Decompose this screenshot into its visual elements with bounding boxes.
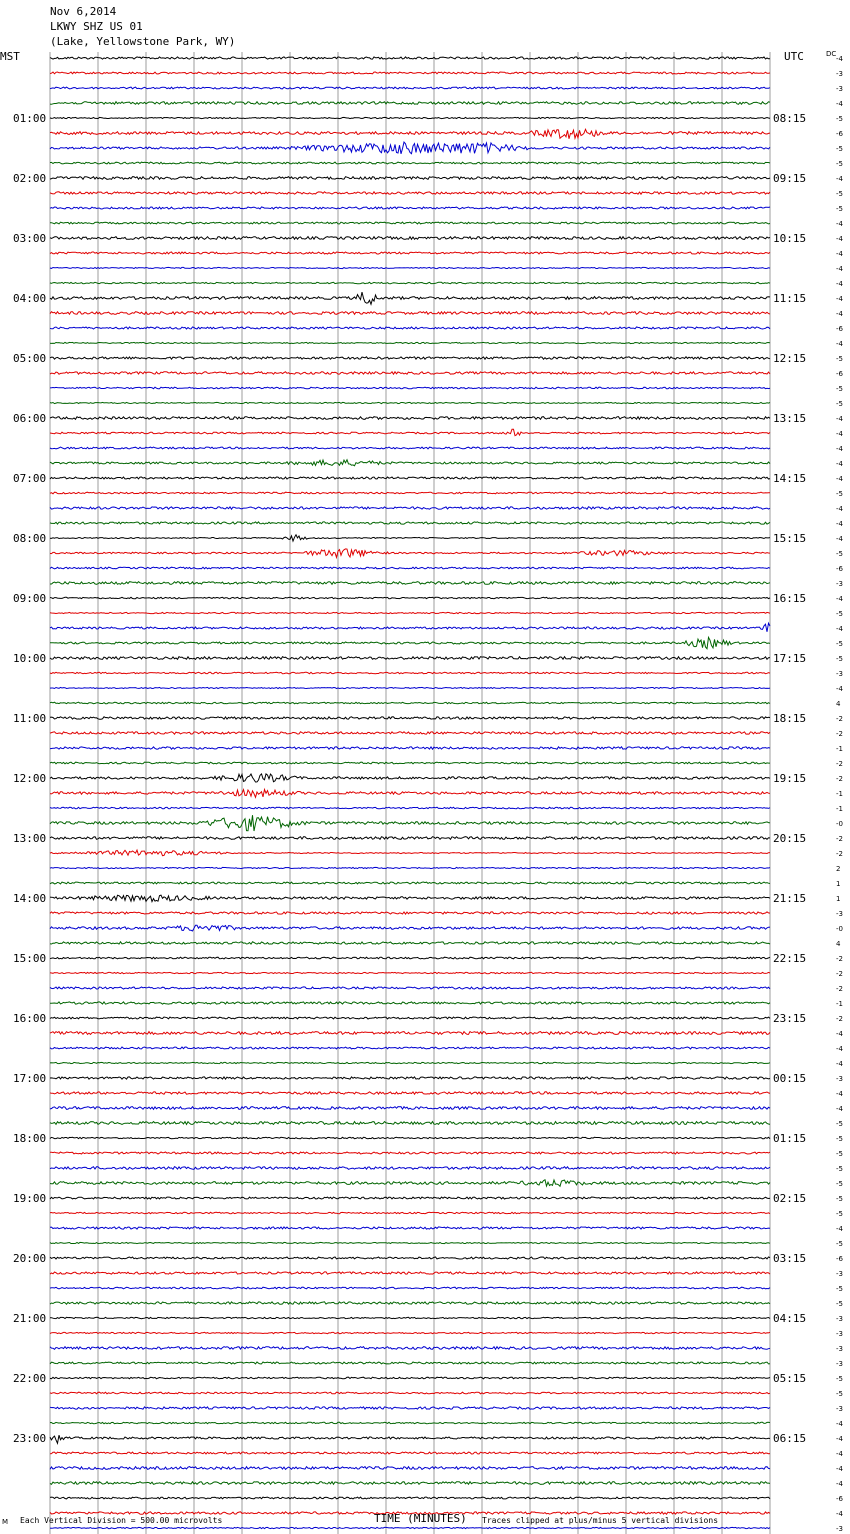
dc-offset-label: -5 xyxy=(836,655,843,663)
utc-hour-label: 10:15 xyxy=(773,232,807,245)
utc-hour-label: 00:15 xyxy=(773,1072,807,1085)
dc-offset-label: -4 xyxy=(836,595,843,603)
dc-offset-label: -2 xyxy=(836,760,843,768)
seismic-trace xyxy=(50,1527,770,1528)
seismic-trace xyxy=(50,1227,770,1229)
seismic-trace xyxy=(50,72,770,74)
dc-offset-label: -4 xyxy=(836,685,843,693)
utc-hour-label: 08:15 xyxy=(773,112,807,125)
seismic-trace xyxy=(50,717,770,719)
dc-offset-label: -4 xyxy=(836,520,843,528)
seismic-trace xyxy=(50,1180,770,1187)
dc-offset-label: -5 xyxy=(836,610,843,618)
mst-hour-label: 17:00 xyxy=(13,1072,47,1085)
dc-offset-label: -4 xyxy=(836,505,843,513)
seismic-trace xyxy=(50,612,770,613)
dc-offset-label: -5 xyxy=(836,1210,843,1218)
seismic-trace xyxy=(50,207,770,209)
seismic-trace xyxy=(50,732,770,734)
mst-hour-label: 15:00 xyxy=(13,952,47,965)
dc-offset-label: -6 xyxy=(836,565,843,573)
seismic-trace xyxy=(50,162,770,164)
seismic-trace xyxy=(50,1242,770,1243)
dc-offset-label: 4 xyxy=(836,940,841,948)
label-group xyxy=(13,55,844,1534)
seismic-trace xyxy=(50,1212,770,1213)
utc-hour-label: 04:15 xyxy=(773,1312,807,1325)
dc-offset-label: -5 xyxy=(836,145,843,153)
seismic-trace xyxy=(50,1197,770,1199)
seismic-trace xyxy=(50,1362,770,1364)
dc-offset-label: -4 xyxy=(836,460,843,468)
utc-hour-label: 11:15 xyxy=(773,292,807,305)
seismic-trace xyxy=(50,507,770,509)
seismic-trace xyxy=(50,657,770,660)
seismic-trace xyxy=(50,957,770,959)
dc-offset-label: -4 xyxy=(836,250,843,258)
mst-hour-label: 01:00 xyxy=(13,112,47,125)
seismic-trace xyxy=(50,1497,770,1499)
dc-offset-label: -4 xyxy=(836,55,843,63)
seismic-trace xyxy=(50,192,770,194)
seismic-trace xyxy=(50,57,770,59)
seismic-trace xyxy=(50,1407,770,1409)
mst-hour-label: 02:00 xyxy=(13,172,47,185)
seismic-trace xyxy=(50,1257,770,1259)
mst-hour-label: 13:00 xyxy=(13,832,47,845)
dc-offset-label: -6 xyxy=(836,1495,843,1503)
seismic-trace xyxy=(50,637,770,648)
seismic-trace xyxy=(50,1377,770,1379)
seismic-trace xyxy=(50,882,770,884)
seismic-trace xyxy=(50,1287,770,1289)
seismic-trace xyxy=(50,1482,770,1485)
dc-offset-label: -3 xyxy=(836,1270,843,1278)
seismic-trace xyxy=(50,312,770,315)
mst-hour-label: 07:00 xyxy=(13,472,47,485)
seismic-trace xyxy=(50,87,770,89)
dc-offset-label: -2 xyxy=(836,835,843,843)
dc-offset-label: -2 xyxy=(836,850,843,858)
seismic-trace xyxy=(50,292,770,304)
dc-offset-label: -4 xyxy=(836,1045,843,1053)
mst-hour-label: 22:00 xyxy=(13,1372,47,1385)
mst-hour-label: 16:00 xyxy=(13,1012,47,1025)
seismic-trace xyxy=(50,687,770,688)
utc-hour-label: 01:15 xyxy=(773,1132,807,1145)
dc-offset-label: -3 xyxy=(836,1345,843,1353)
utc-hour-label: 20:15 xyxy=(773,832,807,845)
seismic-trace xyxy=(50,850,770,856)
dc-offset-label: -2 xyxy=(836,775,843,783)
utc-hour-label: 22:15 xyxy=(773,952,807,965)
seismic-trace xyxy=(50,417,770,420)
seismic-trace xyxy=(50,522,770,524)
seismic-trace xyxy=(50,492,770,494)
dc-offset-label: -4 xyxy=(836,535,843,543)
dc-offset-label: -5 xyxy=(836,1195,843,1203)
footer-left-mark: M xyxy=(2,1518,9,1526)
dc-offset-label: -4 xyxy=(836,265,843,273)
seismic-trace xyxy=(50,672,770,673)
seismic-trace xyxy=(50,429,770,435)
seismic-trace xyxy=(50,582,770,585)
dc-offset-label: -4 xyxy=(836,430,843,438)
dc-offset-label: -1 xyxy=(836,1000,843,1008)
dc-offset-label: -6 xyxy=(836,1255,843,1263)
utc-hour-label: 17:15 xyxy=(773,652,807,665)
utc-hour-label: 23:15 xyxy=(773,1012,807,1025)
seismic-trace xyxy=(50,942,770,944)
dc-offset-label: -5 xyxy=(836,1375,843,1383)
dc-offset-label: -4 xyxy=(836,415,843,423)
dc-offset-label: -3 xyxy=(836,1405,843,1413)
dc-offset-label: -4 xyxy=(836,340,843,348)
utc-hour-label: 16:15 xyxy=(773,592,807,605)
dc-label: DC xyxy=(826,50,837,58)
seismic-trace xyxy=(50,1167,770,1170)
seismic-trace xyxy=(50,1392,770,1394)
dc-offset-label: -5 xyxy=(836,115,843,123)
dc-offset-label: -1 xyxy=(836,790,843,798)
seismic-trace xyxy=(50,237,770,240)
seismic-trace xyxy=(50,129,770,139)
mst-hour-label: 20:00 xyxy=(13,1252,47,1265)
dc-offset-label: -3 xyxy=(836,1360,843,1368)
mst-hour-label: 12:00 xyxy=(13,772,47,785)
dc-offset-label: -6 xyxy=(836,130,843,138)
seismic-trace xyxy=(50,1032,770,1035)
seismic-trace xyxy=(50,1347,770,1350)
mst-hour-label: 18:00 xyxy=(13,1132,47,1145)
dc-offset-label: -4 xyxy=(836,475,843,483)
dc-offset-label: -5 xyxy=(836,385,843,393)
dc-offset-label: -4 xyxy=(836,1450,843,1458)
seismic-trace xyxy=(50,1467,770,1470)
utc-hour-label: 18:15 xyxy=(773,712,807,725)
seismic-trace xyxy=(50,972,770,973)
utc-axis-title: UTC xyxy=(784,50,804,63)
dc-offset-label: -3 xyxy=(836,85,843,93)
seismic-trace xyxy=(50,387,770,389)
dc-offset-label: -3 xyxy=(836,670,843,678)
seismic-trace xyxy=(50,1107,770,1110)
seismic-trace xyxy=(50,1137,770,1138)
dc-offset-label: -6 xyxy=(836,370,843,378)
dc-offset-label: -3 xyxy=(836,1330,843,1338)
dc-offset-label: -5 xyxy=(836,1285,843,1293)
seismic-trace xyxy=(50,987,770,989)
dc-offset-label: -2 xyxy=(836,970,843,978)
seismic-trace xyxy=(50,282,770,283)
dc-offset-label: -5 xyxy=(836,1390,843,1398)
dc-offset-label: -2 xyxy=(836,730,843,738)
dc-offset-label: -5 xyxy=(836,550,843,558)
seismic-trace xyxy=(50,747,770,749)
utc-hour-label: 12:15 xyxy=(773,352,807,365)
mst-axis-title: MST xyxy=(0,50,20,63)
seismic-trace xyxy=(50,117,770,118)
dc-offset-label: -2 xyxy=(836,985,843,993)
dc-offset-label: -4 xyxy=(836,1510,843,1518)
clip-note: Traces clipped at plus/minus 5 vertical divisions xyxy=(482,1516,719,1525)
seismic-trace xyxy=(50,1317,770,1318)
header-station: LKWY SHZ US 01 xyxy=(50,20,143,33)
dc-offset-label: -4 xyxy=(836,280,843,288)
dc-offset-label: -3 xyxy=(836,70,843,78)
seismic-trace xyxy=(50,372,770,374)
utc-hour-label: 09:15 xyxy=(773,172,807,185)
seismic-trace xyxy=(50,252,770,254)
mst-hour-label: 23:00 xyxy=(13,1432,47,1445)
dc-offset-label: -3 xyxy=(836,1075,843,1083)
seismic-trace xyxy=(50,567,770,569)
seismic-trace xyxy=(50,327,770,329)
dc-offset-label: -5 xyxy=(836,1135,843,1143)
mst-hour-label: 10:00 xyxy=(13,652,47,665)
dc-offset-label: -2 xyxy=(836,1015,843,1023)
dc-offset-label: -5 xyxy=(836,205,843,213)
seismic-trace xyxy=(50,267,770,268)
mst-hour-label: 04:00 xyxy=(13,292,47,305)
dc-offset-label: -4 xyxy=(836,310,843,318)
dc-offset-label: 1 xyxy=(836,895,841,903)
seismic-trace xyxy=(50,102,770,105)
mst-hour-label: 14:00 xyxy=(13,892,47,905)
seismic-trace xyxy=(50,597,770,598)
dc-offset-label: -0 xyxy=(836,925,843,933)
seismic-trace xyxy=(50,460,770,466)
dc-offset-label: -5 xyxy=(836,1180,843,1188)
dc-offset-label: -5 xyxy=(836,490,843,498)
seismic-trace xyxy=(50,357,770,359)
header-location: (Lake, Yellowstone Park, WY) xyxy=(50,35,236,48)
seismic-trace xyxy=(50,535,770,541)
utc-hour-label: 06:15 xyxy=(773,1432,807,1445)
dc-offset-label: -4 xyxy=(836,100,843,108)
dc-offset-label: -1 xyxy=(836,745,843,753)
dc-offset-label: -5 xyxy=(836,190,843,198)
header-date: Nov 6,2014 xyxy=(50,5,117,18)
seismic-trace xyxy=(50,702,770,704)
dc-offset-label: -5 xyxy=(836,640,843,648)
utc-hour-label: 05:15 xyxy=(773,1372,807,1385)
seismic-trace xyxy=(50,1002,770,1004)
seismic-trace xyxy=(50,1422,770,1423)
seismic-trace xyxy=(50,1092,770,1094)
utc-hour-label: 15:15 xyxy=(773,532,807,545)
dc-offset-label: -4 xyxy=(836,1420,843,1428)
seismic-trace xyxy=(50,1062,770,1063)
seismic-trace xyxy=(50,1435,770,1443)
mst-hour-label: 03:00 xyxy=(13,232,47,245)
seismic-trace xyxy=(50,837,770,840)
utc-hour-label: 14:15 xyxy=(773,472,807,485)
seismic-trace xyxy=(50,1017,770,1019)
seismic-trace xyxy=(50,867,770,868)
utc-hour-label: 03:15 xyxy=(773,1252,807,1265)
seismic-trace xyxy=(50,549,770,558)
dc-offset-label: -0 xyxy=(836,820,843,828)
dc-offset-label: -3 xyxy=(836,1315,843,1323)
scale-note: Each Vertical Division = 500.00 microvolts xyxy=(20,1516,223,1525)
seismic-trace xyxy=(50,815,770,831)
mst-hour-label: 06:00 xyxy=(13,412,47,425)
dc-offset-label: -3 xyxy=(836,910,843,918)
seismic-trace xyxy=(50,762,770,764)
seismic-trace xyxy=(50,774,770,782)
dc-offset-label: -5 xyxy=(836,1150,843,1158)
seismic-trace xyxy=(50,447,770,449)
dc-offset-label: -1 xyxy=(836,805,843,813)
dc-offset-label: -4 xyxy=(836,220,843,228)
seismic-trace xyxy=(50,895,770,902)
dc-offset-label: -5 xyxy=(836,1120,843,1128)
seismic-trace xyxy=(50,1332,770,1333)
mst-hour-label: 11:00 xyxy=(13,712,47,725)
dc-offset-label: -5 xyxy=(836,355,843,363)
dc-offset-label: -4 xyxy=(836,445,843,453)
dc-offset-label: -4 xyxy=(836,625,843,633)
dc-offset-label: -4 xyxy=(836,1225,843,1233)
utc-hour-label: 13:15 xyxy=(773,412,807,425)
dc-offset-label: -2 xyxy=(836,715,843,723)
dc-offset-label: -4 xyxy=(836,1060,843,1068)
dc-offset-label: -4 xyxy=(836,1465,843,1473)
dc-offset-label: -4 xyxy=(836,1030,843,1038)
seismic-trace xyxy=(50,1077,770,1079)
seismic-trace xyxy=(50,222,770,224)
trace-group xyxy=(50,57,770,1534)
dc-offset-label: 4 xyxy=(836,700,841,708)
dc-offset-label: -4 xyxy=(836,1105,843,1113)
seismic-trace xyxy=(50,925,770,931)
dc-offset-label: -5 xyxy=(836,1300,843,1308)
dc-offset-label: -6 xyxy=(836,325,843,333)
dc-offset-label: -5 xyxy=(836,1240,843,1248)
mst-hour-label: 05:00 xyxy=(13,352,47,365)
mst-hour-label: 21:00 xyxy=(13,1312,47,1325)
seismic-trace xyxy=(50,807,770,809)
seismic-trace xyxy=(50,477,770,479)
seismic-trace xyxy=(50,912,770,914)
dc-offset-label: -5 xyxy=(836,160,843,168)
seismic-trace xyxy=(50,790,770,798)
dc-offset-label: 1 xyxy=(836,880,841,888)
mst-hour-label: 09:00 xyxy=(13,592,47,605)
dc-offset-label: -5 xyxy=(836,400,843,408)
seismic-trace xyxy=(50,342,770,343)
seismic-trace xyxy=(50,177,770,180)
utc-hour-label: 02:15 xyxy=(773,1192,807,1205)
dc-offset-label: -3 xyxy=(836,1525,843,1533)
mst-hour-label: 19:00 xyxy=(13,1192,47,1205)
dc-offset-label: -4 xyxy=(836,235,843,243)
seismic-trace xyxy=(50,1122,770,1125)
dc-offset-label: -4 xyxy=(836,295,843,303)
dc-offset-label: -5 xyxy=(836,1165,843,1173)
seismic-trace xyxy=(50,1302,770,1304)
seismic-trace xyxy=(50,1047,770,1049)
seismic-trace xyxy=(50,1152,770,1154)
seismic-trace xyxy=(50,142,770,154)
dc-offset-label: -3 xyxy=(836,580,843,588)
dc-offset-label: -4 xyxy=(836,1090,843,1098)
mst-hour-label: 08:00 xyxy=(13,532,47,545)
utc-hour-label: 21:15 xyxy=(773,892,807,905)
dc-offset-label: -2 xyxy=(836,955,843,963)
dc-offset-label: 2 xyxy=(836,865,841,873)
dc-offset-label: -4 xyxy=(836,1435,843,1443)
dc-offset-label: -4 xyxy=(836,175,843,183)
seismic-trace xyxy=(50,623,770,632)
utc-hour-label: 19:15 xyxy=(773,772,807,785)
seismic-trace xyxy=(50,1452,770,1454)
x-axis-title: TIME (MINUTES) xyxy=(374,1512,467,1525)
seismic-trace xyxy=(50,402,770,403)
seismic-trace xyxy=(50,1272,770,1274)
dc-offset-label: -4 xyxy=(836,1480,843,1488)
